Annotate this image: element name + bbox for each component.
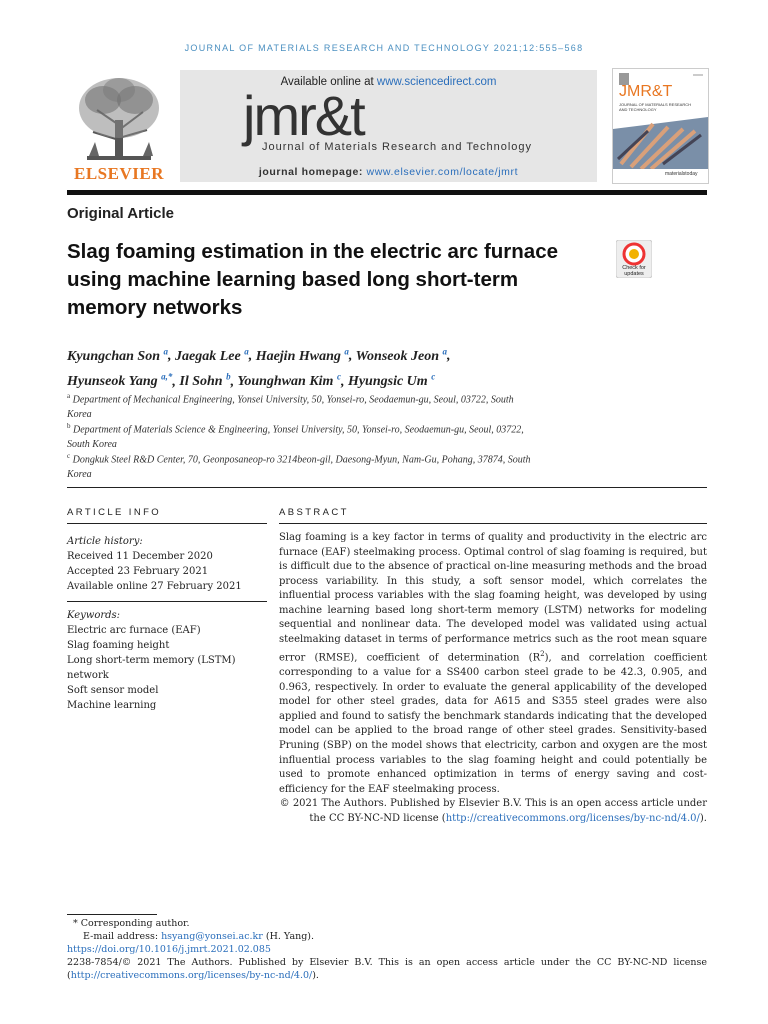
affiliation-c: $^c$ Dongkuk Steel R&D Center, 70, Geonposaneop-ro 3214beon-gil, Daesong-Myun, Nam-Gu, Pohang, 37874, South Korea — [67, 452, 531, 481]
check-for-updates-badge[interactable] — [616, 240, 652, 278]
sciencedirect-link[interactable]: www.sciencedirect.com — [376, 76, 497, 88]
journal-running-header: JOURNAL OF MATERIALS RESEARCH AND TECHNOLOGY 2021;12:555–568 — [184, 43, 584, 53]
keyword: Long short-term memory (LSTM) — [67, 655, 236, 666]
author[interactable]: Younghwan Kim $^c$ — [237, 371, 341, 390]
article-info-heading: ARTICLE INFO — [67, 507, 162, 518]
article-type: Original Article — [67, 205, 174, 222]
check-updates-label: Check for updates — [622, 265, 646, 277]
author[interactable]: Il Sohn $^b$ — [179, 371, 231, 390]
keyword: Electric arc furnace (EAF) — [67, 625, 201, 636]
available-online-line: Available online at www.sciencedirect.com — [280, 76, 497, 88]
keyword: Soft sensor model — [67, 685, 159, 696]
author-list: Kyungchan Son $^a$, Jaegak Lee $^a$, Haejin Hwang $^a$, Wonseok Jeon $^a$, Hyunseok Yang $^{a,*}$, Il Sohn $^b$, Younghwan Kim $^c$, Hyungsic Um $^c$ — [67, 346, 451, 390]
footnotes: * Corresponding author. E-mail address: hsyang@yonsei.ac.kr (H. Yang). https://doi.org/10.1016/j.jmrt.2021.02.085 2238-7854/© 2021 The Authors. Published by Elsevier B.V. This is an open access article under the CC BY-NC-ND license (http://creativecommons.org/licenses/by-nc-nd/4.0/). — [67, 918, 707, 981]
keyword: Machine learning — [67, 700, 157, 711]
cover-footer: materialstoday — [665, 171, 698, 177]
abstract-rule — [279, 523, 707, 524]
affiliation-rule — [67, 487, 707, 488]
email-link[interactable]: hsyang@yonsei.ac.kr — [161, 931, 263, 942]
abstract-body: Slag foaming is a key factor in terms of quality and productivity in the electric arc furnace (EAF) steelmaking process. Optimal control of slag foaming is required, but is difficult due to the absence of practical on-line measuring methods and the broad process variability. In this study, a soft sensor model, which correlates the influential process variables with the slag foaming height, was developed by using machine learning based long short-term memory (LSTM) networks for modeling sequential and nonlinear data. The developed model was validated using actual steelmaking dataset in terms of performance metrics such as the root mean square error (RMSE), coefficient of determination $(R^2)$, and correlation coefficient corresponding to a value for a SS400 carbon steel grade to be 42.3, 0.905, and 0.963, respectively. In order to evaluate the general applicability of the developed model for other steel grades, data for A615 and S355 steel grades were also applied and found to satisfy the benchmark standards indicating that the developed model can be applied to the broad range of other steel grades. Sensitivity-based Pruning (SBP) on the model shows that electricity, carbon and oxygen are the most influential process variables to the slag foaming height and could potentially be used to promote enhanced optimization in terms of energy saving and cost-efficiency for the EAF steelmaking process. © 2021 The Authors. Published by Elsevier B.V. This is an open access article under the CC BY-NC-ND license (http://creativecommons.org/licenses/by-nc-nd/4.0/). — [279, 531, 707, 826]
journal-cover-thumbnail — [612, 68, 709, 184]
affiliation-a: $^a$ Department of Mechanical Engineering, Yonsei University, 50, Yonsei-ro, Seodaemun-gu, Seoul, 03722, South Korea — [67, 392, 514, 421]
author[interactable]: Haejin Hwang $^a$ — [255, 346, 349, 364]
keyword: network — [67, 670, 109, 681]
footnote-rule — [67, 914, 157, 915]
author[interactable]: Jaegak Lee $^a$ — [174, 346, 249, 364]
doi-link[interactable]: https://doi.org/10.1016/j.jmrt.2021.02.085 — [67, 944, 271, 955]
elsevier-wordmark: ELSEVIER — [74, 164, 164, 183]
author[interactable]: Hyunseok Yang $^{a,*}$ — [67, 371, 173, 390]
author[interactable]: Hyungsic Um $^c$ — [347, 371, 436, 390]
keywords-rule — [67, 601, 267, 602]
footer-license-link[interactable]: http://creativecommons.org/licenses/by-nc-nd/4.0/ — [70, 970, 313, 981]
article-info-rule — [67, 523, 267, 524]
abstract-heading: ABSTRACT — [279, 507, 349, 518]
abstract-license-link[interactable]: http://creativecommons.org/licenses/by-nc-nd/4.0/ — [445, 812, 700, 824]
abstract-copyright: © 2021 The Authors. Published by Elsevier B.V. This is an open access article under the CC BY-NC-ND license (http://creativecommons.org/licenses/by-nc-nd/4.0/). — [279, 798, 707, 824]
author[interactable]: Wonseok Jeon $^a$ — [355, 346, 447, 364]
author[interactable]: Kyungchan Son $^a$ — [67, 346, 168, 364]
journal-homepage-link[interactable]: www.elsevier.com/locate/jmrt — [366, 166, 519, 178]
cover-title: JMR&T — [619, 83, 673, 100]
journal-full-name: Journal of Materials Research and Technology — [262, 141, 533, 153]
article-history: Article history: Received 11 December 2020 Accepted 23 February 2021 Available online 27 February 2021 — [67, 536, 242, 592]
article-title: Slag foaming estimation in the electric arc furnace using machine learning based long short-term memory networks — [67, 240, 558, 319]
header-rule — [67, 190, 707, 195]
journal-homepage-line: journal homepage: www.elsevier.com/locate/jmrt — [258, 166, 519, 178]
keywords-list: Keywords: Electric arc furnace (EAF) Slag foaming height Long short-term memory (LSTM) network Soft sensor model Machine learning — [67, 608, 267, 713]
cover-subtitle: JOURNAL OF MATERIALS RESEARCH AND TECHNOLOGY — [619, 102, 692, 112]
jmrt-logo: jmr&t — [243, 84, 364, 147]
affiliation-b: $^b$ Department of Materials Science & Engineering, Yonsei University, 50, Yonsei-ro, Seodaemun-gu, Seoul, 03722, South Korea — [67, 422, 524, 451]
keyword: Slag foaming height — [67, 640, 170, 651]
